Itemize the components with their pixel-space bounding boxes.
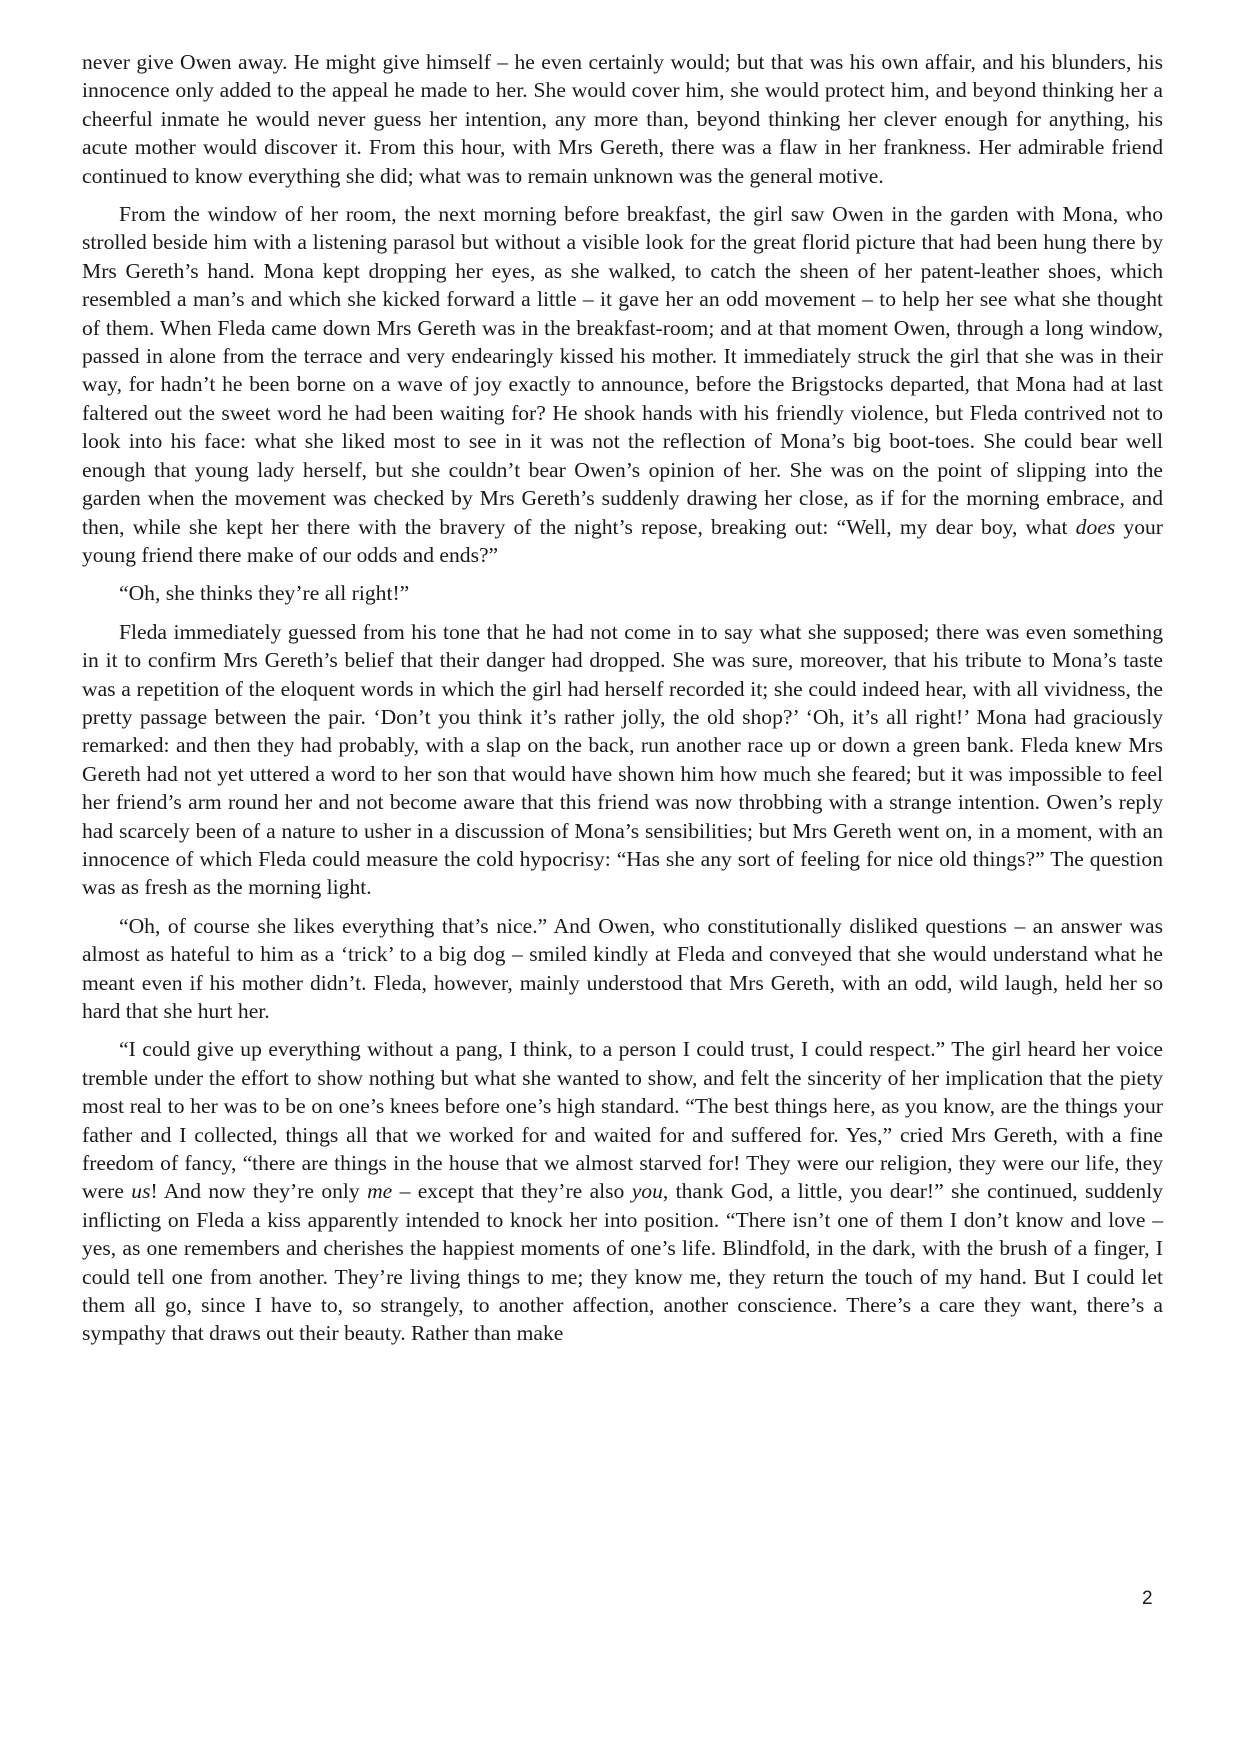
page-number: 2 [1142, 1588, 1153, 1609]
document-page [82, 48, 1163, 1358]
paragraph-6: “I could give up everything without a pang, I think, to a person I could trust, I could respect.” The girl heard her voice tremble under the effort to show nothing but what she wanted to show, and felt the sincerity of her implication that the piety most real to her was to be on one’s knees before one’s high standard. “The best things here, as you know, are the things your father and I collected, things all that we worked for and waited for and suffered for. Yes,” cried Mrs Gereth, with a fine freedom of fancy, “there are things in the house that we almost starved for! They were our religion, they were our life, they were us! And now they’re only me – except that they’re also you, thank God, a little, you dear!” she continued, suddenly inflicting on Fleda a kiss apparently intended to knock her into position. “There isn’t one of them I don’t know and love – yes, as one remembers and cherishes the happiest moments of one’s life. Blindfold, in the dark, with the brush of a finger, I could tell one from another. They’re living things to me; they know me, they return the touch of my hand. But I could let them all go, since I have to, so strangely, to another affection, another conscience. There’s a care they want, there’s a sympathy that draws out their beauty. Rather than make [82, 1037, 1163, 1346]
paragraph-5: “Oh, of course she likes everything that’s nice.” And Owen, who constitutionally disliked questions – an answer was almost as hateful to him as a ‘trick’ to a big dog – smiled kindly at Fleda and conveyed that she would understand what he meant even if his mother didn’t. Fleda, however, mainly understood that Mrs Gereth, with an odd, wild laugh, held her so hard that she hurt her. [82, 913, 1163, 1023]
paragraph-1: never give Owen away. He might give himself – he even certainly would; but that was his own affair, and his blunders, his innocence only added to the appeal he made to her. She would cover him, she would protect him, and beyond thinking her a cheerful inmate he would never guess her intention, any more than, beyond thinking her clever enough for anything, his acute mother would discover it. From this hour, with Mrs Gereth, there was a flaw in her frankness. Her admirable friend continued to know everything she did; what was to remain unknown was the general motive. [82, 50, 1163, 188]
paragraph-4: Fleda immediately guessed from his tone that he had not come in to say what she supposed; there was even something in it to confirm Mrs Gereth’s belief that their danger had dropped. She was sure, moreover, that his tribute to Mona’s taste was a repetition of the eloquent words in which the girl had herself recorded it; she could indeed hear, with all vividness, the pretty passage between the pair. ‘Don’t you think it’s rather jolly, the old shop?’ ‘Oh, it’s all right!’ Mona had graciously remarked: and then they had probably, with a slap on the back, run another race up or down a green bank. Fleda knew Mrs Gereth had not yet uttered a word to her son that would have shown him how much she feared; but it was impossible to feel her friend’s arm round her and not become aware that this friend was now throbbing with a strange intention. Owen’s reply had scarcely been of a nature to usher in a discussion of Mona’s sensibilities; but Mrs Gereth went on, in a moment, with an innocence of which Fleda could measure the cold hypocrisy: “Has she any sort of feeling for nice old things?” The question was as fresh as the morning light. [82, 619, 1163, 900]
paragraph-2: From the window of her room, the next morning before breakfast, the girl saw Owen in the garden with Mona, who strolled beside him with a listening parasol but without a visible look for the great florid picture that had been hung there by Mrs Gereth’s hand. Mona kept dropping her eyes, as she walked, to catch the sheen of her patent-leather shoes, which resembled a man’s and which she kicked forward a little – it gave her an odd movement – to help her see what she thought of them. When Fleda came down Mrs Gereth was in the breakfast-room; and at that moment Owen, through a long window, passed in alone from the terrace and very endearingly kissed his mother. It immediately struck the girl that she was in their way, for hadn’t he been borne on a wave of joy exactly to announce, before the Brigstocks departed, that Mona had at last faltered out the sweet word he had been waiting for? He shook hands with his friendly violence, but Fleda contrived not to look into his face: what she liked most to see in it was not the reflection of Mona’s big boot-toes. She could bear well enough that young lady herself, but she couldn’t bear Owen’s opinion of her. She was on the point of slipping into the garden when the movement was checked by Mrs Gereth’s suddenly drawing her close, as if for the morning embrace, and then, while she kept her there with the bravery of the night’s repose, breaking out: “Well, my dear boy, what does your young friend there make of our odds and ends?” [82, 202, 1163, 567]
paragraph-3: “Oh, she thinks they’re all right!” [119, 581, 410, 606]
